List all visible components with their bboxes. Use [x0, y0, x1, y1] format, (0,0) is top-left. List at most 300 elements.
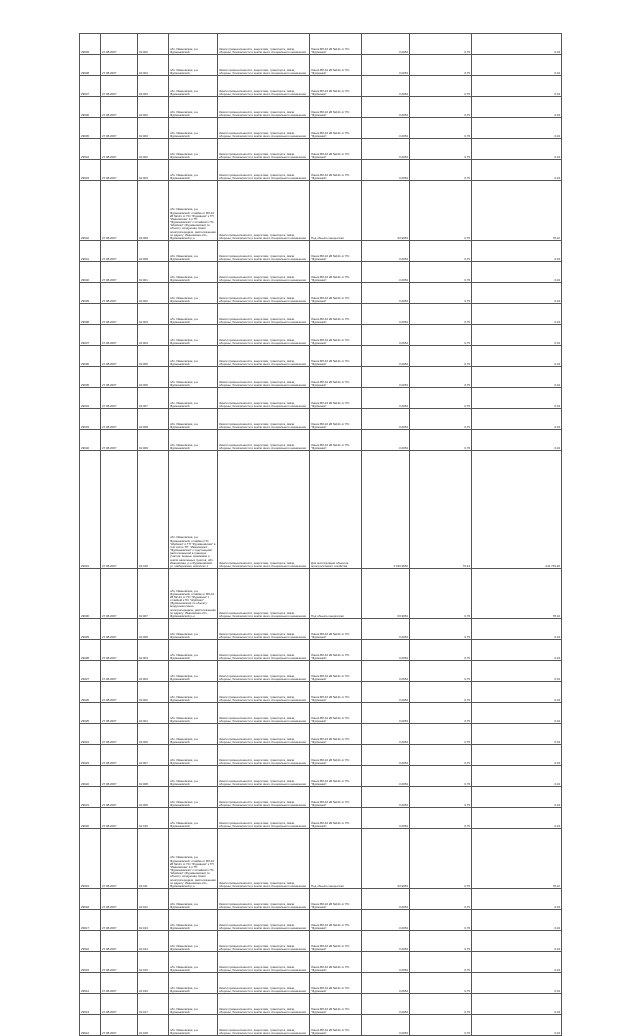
row-tax: 0,04 [472, 304, 562, 325]
row-number: 01:007 [138, 569, 169, 619]
row-number: 01:014 [138, 931, 169, 952]
row-date: 27.08.2007 [101, 262, 138, 283]
row-address: обл. Ивановская, р-н Фурмановский [169, 931, 218, 952]
row-rate: 0,75 [410, 724, 472, 745]
row-address: обл. Ивановская, р-н Фурмановский [169, 262, 218, 283]
row-rate: 0,75 [410, 745, 472, 766]
row-category: Линия ВЛ-10 кВ №121 от ПС "Фурманов" [310, 640, 362, 661]
row-category: Линия ВЛ-10 кВ №121 от ПС "Фурманов" [310, 745, 362, 766]
row-number: 01:008 [138, 766, 169, 787]
row-id: 29625 [80, 703, 101, 724]
row-date: 27.08.2007 [101, 76, 138, 97]
row-area: 0,0054 [362, 931, 410, 952]
row-id: 29643 [80, 160, 101, 181]
row-tax: 0,04 [472, 910, 562, 931]
row-category: Линия ВЛ-10 кВ №121 от ПС "Фурманов" [310, 409, 362, 430]
row-category: Линия ВЛ-10 кВ №121 от ПС "Фурманов" [310, 661, 362, 682]
row-area: 0,0054 [362, 283, 410, 304]
row-use: Земли промышленности, энергетики, транспорта, связи, обороны, безопасности и земли иного специального назначения [218, 97, 310, 118]
row-use: Земли промышленности, энергетики, транспорта, связи, обороны, безопасности и земли иного специального назначения [218, 682, 310, 703]
row-number: 01:017 [138, 994, 169, 1015]
row-tax: 0,04 [472, 118, 562, 139]
row-category: Линия ВЛ-10 кВ №121 от ПС "Фурманов" [310, 241, 362, 262]
row-rate: 0,75 [410, 97, 472, 118]
row-rate: 0,75 [410, 283, 472, 304]
row-use: Земли промышленности, энергетики, транспорта, связи, обороны, безопасности и земли иного специального назначения [218, 910, 310, 931]
row-tax: 0,04 [472, 430, 562, 451]
row-address: обл. Ивановская, р-н Фурмановский [169, 973, 218, 994]
row-use: Земли промышленности, энергетики, транспорта, связи, обороны, безопасности и земли иного специального назначения [218, 304, 310, 325]
row-category: Линия ВЛ-10 кВ №121 от ПС "Фурманов" [310, 283, 362, 304]
row-id: 29632 [80, 430, 101, 451]
row-id: 29623 [80, 745, 101, 766]
row-area: 0,0054 [362, 952, 410, 973]
row-tax: 0,04 [472, 808, 562, 829]
row-tax: 0,04 [472, 388, 562, 409]
row-date: 27.08.2007 [101, 661, 138, 682]
table-row [80, 994, 562, 1015]
row-tax: 0,04 [472, 1015, 562, 1036]
row-address: обл. Ивановская, р-н Фурмановский, отпайка от ВЛ-10 кВ №121 от ПС "Фурманов" к ТП "Ивановская" 2 и ТП "Фурмановская" с отпайкой к ПС "Шуйская" (Фурмановская) по объекту: воздушная линия электропередачи, расположенная по адресу: Ивановская обл., Фурмановский р-н [169, 829, 218, 889]
row-category: Линия ВЛ-10 кВ №121 от ПС "Фурманов" [310, 808, 362, 829]
row-id: 29614 [80, 973, 101, 994]
table-row [80, 952, 562, 973]
row-tax: 0,04 [472, 409, 562, 430]
row-use: Земли промышленности, энергетики, транспорта, связи, обороны, безопасности и земли иного специального назначения [218, 808, 310, 829]
row-address: обл. Ивановская, р-н Фурмановский [169, 34, 218, 55]
row-rate: 0,75 [410, 808, 472, 829]
row-date: 27.08.2007 [101, 34, 138, 55]
row-tax: 0,04 [472, 952, 562, 973]
row-use: Земли промышленности, энергетики, транспорта, связи, обороны, безопасности и земли иного специального назначения [218, 766, 310, 787]
row-category: Линия ВЛ-10 кВ №121 от ПС "Фурманов" [310, 160, 362, 181]
row-date: 27.08.2007 [101, 703, 138, 724]
row-rate: 0,75 [410, 829, 472, 889]
row-category: Линия ВЛ-10 кВ №121 от ПС "Фурманов" [310, 388, 362, 409]
row-area: 0,0054 [362, 139, 410, 160]
row-category: Линия ВЛ-10 кВ №121 от ПС "Фурманов" [310, 931, 362, 952]
row-number: 01:009 [138, 787, 169, 808]
table-row [80, 325, 562, 346]
row-use: Земли промышленности, энергетики, транспорта, связи, обороны, безопасности и земли иного специального назначения [218, 829, 310, 889]
row-use: Земли промышленности, энергетики, транспорта, связи, обороны, безопасности и земли иного специального назначения [218, 640, 310, 661]
row-date: 27.08.2007 [101, 973, 138, 994]
row-number: 01:007 [138, 745, 169, 766]
row-number: 01:009 [138, 181, 169, 241]
row-use: Земли промышленности, энергетики, транспорта, связи, обороны, безопасности и земли иного специального назначения [218, 661, 310, 682]
row-area: 0,0054 [362, 304, 410, 325]
row-id: 29635 [80, 367, 101, 388]
row-category: Линия ВЛ-10 кВ №121 от ПС "Фурманов" [310, 76, 362, 97]
row-id: 29626 [80, 682, 101, 703]
row-area: 0,0054 [362, 745, 410, 766]
row-number: 01:008 [138, 241, 169, 262]
row-address: обл. Ивановская, р-н Фурмановский [169, 910, 218, 931]
row-number: 01:003 [138, 76, 169, 97]
row-use: Земли промышленности, энергетики, транспорта, связи, обороны, безопасности и земли иного специального назначения [218, 367, 310, 388]
table-row [80, 139, 562, 160]
table-row [80, 661, 562, 682]
row-number: 01:003 [138, 661, 169, 682]
row-area: 0,0054 [362, 808, 410, 829]
row-number: 01:012 [138, 889, 169, 910]
table-row [80, 388, 562, 409]
row-tax: 0,04 [472, 367, 562, 388]
row-date: 27.08.2007 [101, 829, 138, 889]
row-category: Линия ВЛ-10 кВ №121 от ПС "Фурманов" [310, 304, 362, 325]
row-date: 27.08.2007 [101, 1015, 138, 1036]
row-use: Земли промышленности, энергетики, транспорта, связи, обороны, безопасности и земли иного специального назначения [218, 787, 310, 808]
row-number: 01:007 [138, 388, 169, 409]
row-category: Для эксплуатации объектов электросетевого хозяйства [310, 451, 362, 569]
row-number: 01:003 [138, 304, 169, 325]
table-row [80, 430, 562, 451]
row-area: 0,0054 [362, 724, 410, 745]
row-tax: 0,04 [472, 787, 562, 808]
row-address: обл. Ивановская, р-н Фурмановский [169, 283, 218, 304]
row-date: 27.08.2007 [101, 724, 138, 745]
row-use: Земли промышленности, энергетики, транспорта, связи, обороны, безопасности и земли иного специального назначения [218, 139, 310, 160]
row-number: 01:016 [138, 973, 169, 994]
table-row [80, 808, 562, 829]
table-row [80, 829, 562, 889]
row-area: 0,0054 [362, 160, 410, 181]
row-date: 27.08.2007 [101, 304, 138, 325]
row-category: Линия ВЛ-10 кВ №121 от ПС "Фурманов" [310, 766, 362, 787]
row-area: 0,0054 [362, 325, 410, 346]
row-date: 27.08.2007 [101, 346, 138, 367]
row-use: Земли промышленности, энергетики, транспорта, связи, обороны, безопасности и земли иного специального назначения [218, 619, 310, 640]
row-number: 01:004 [138, 55, 169, 76]
row-address: обл. Ивановская, р-н Фурмановский [169, 682, 218, 703]
table-row [80, 367, 562, 388]
table-row [80, 640, 562, 661]
row-category: Линия ВЛ-10 кВ №121 от ПС "Фурманов" [310, 325, 362, 346]
row-address: обл. Ивановская, р-н Фурмановский [169, 745, 218, 766]
row-id: 29633 [80, 409, 101, 430]
row-tax: 78,10 [472, 829, 562, 889]
row-category: Под объекты энергетики [310, 569, 362, 619]
row-area: 0,0054 [362, 55, 410, 76]
table-row [80, 787, 562, 808]
row-address: обл. Ивановская, р-н Фурмановский [169, 139, 218, 160]
land-register-table [79, 33, 562, 1036]
row-id: 29637 [80, 325, 101, 346]
row-category: Под объекты энергетики [310, 829, 362, 889]
row-date: 27.08.2007 [101, 766, 138, 787]
row-use: Земли промышленности, энергетики, транспорта, связи, обороны, безопасности и земли иного специального назначения [218, 160, 310, 181]
row-rate: 0,75 [410, 703, 472, 724]
row-area: 0,0054 [362, 766, 410, 787]
row-area: 63,9054 [362, 569, 410, 619]
row-use: Земли промышленности, энергетики, транспорта, связи, обороны, безопасности и земли иного специального назначения [218, 430, 310, 451]
row-address: обл. Ивановская, р-н Фурмановский [169, 409, 218, 430]
row-id: 29634 [80, 388, 101, 409]
table-row [80, 619, 562, 640]
row-use: Земли промышленности, энергетики, транспорта, связи, обороны, безопасности и земли иного специального назначения [218, 952, 310, 973]
row-rate: 0,75 [410, 325, 472, 346]
row-tax: 0,04 [472, 160, 562, 181]
row-rate: 0,75 [410, 388, 472, 409]
row-rate: 0,75 [410, 76, 472, 97]
row-tax: 0,04 [472, 346, 562, 367]
row-use: Земли промышленности, энергетики, транспорта, связи, обороны, безопасности и земли иного специального назначения [218, 1015, 310, 1036]
row-address: обл. Ивановская, р-н Фурмановский [169, 325, 218, 346]
table-row [80, 283, 562, 304]
table-row [80, 889, 562, 910]
row-area: 0,0054 [362, 682, 410, 703]
row-address: обл. Ивановская, р-н Фурмановский [169, 304, 218, 325]
row-address: обл. Ивановская, р-н Фурмановский [169, 703, 218, 724]
row-date: 27.08.2007 [101, 367, 138, 388]
row-area: 0,0054 [362, 409, 410, 430]
row-area: 0,0054 [362, 661, 410, 682]
row-date: 27.08.2007 [101, 118, 138, 139]
row-area: 0,0054 [362, 262, 410, 283]
row-date: 27.08.2007 [101, 787, 138, 808]
row-rate: 0,75 [410, 346, 472, 367]
table-row [80, 262, 562, 283]
row-address: обл. Ивановская, р-н Фурмановский [169, 55, 218, 76]
table-row [80, 304, 562, 325]
row-use: Земли промышленности, энергетики, транспорта, связи, обороны, безопасности и земли иного специального назначения [218, 181, 310, 241]
table-row [80, 1015, 562, 1036]
row-area: 0,0054 [362, 889, 410, 910]
row-area: 0,0054 [362, 1015, 410, 1036]
row-tax: 78,10 [472, 181, 562, 241]
row-id: 29649 [80, 34, 101, 55]
row-category: Линия ВЛ-10 кВ №121 от ПС "Фурманов" [310, 430, 362, 451]
row-rate: 0,75 [410, 766, 472, 787]
row-tax: 0,04 [472, 619, 562, 640]
row-area: 0,0054 [362, 910, 410, 931]
table-row [80, 160, 562, 181]
row-area: 63,9054 [362, 829, 410, 889]
row-category: Линия ВЛ-10 кВ №121 от ПС "Фурманов" [310, 889, 362, 910]
row-tax: 0,04 [472, 703, 562, 724]
row-id: 29648 [80, 55, 101, 76]
row-number: 01:009 [138, 430, 169, 451]
table-row [80, 451, 562, 569]
row-use: Земли промышленности, энергетики, транспорта, связи, обороны, безопасности и земли иного специального назначения [218, 34, 310, 55]
row-area: 0,0054 [362, 34, 410, 55]
row-tax: 241 763,26 [472, 451, 562, 569]
row-rate: 0,75 [410, 910, 472, 931]
row-category: Линия ВЛ-10 кВ №121 от ПС "Фурманов" [310, 952, 362, 973]
row-number: 01:015 [138, 952, 169, 973]
row-id: 29640 [80, 262, 101, 283]
row-address: обл. Ивановская, р-н Фурмановский [169, 97, 218, 118]
row-date: 27.08.2007 [101, 931, 138, 952]
row-area: 0,0054 [362, 97, 410, 118]
row-tax: 0,04 [472, 994, 562, 1015]
row-category: Линия ВЛ-10 кВ №121 от ПС "Фурманов" [310, 994, 362, 1015]
row-rate: 0,75 [410, 367, 472, 388]
row-tax: 0,04 [472, 640, 562, 661]
table-row [80, 97, 562, 118]
row-rate: 0,75 [410, 619, 472, 640]
row-area: 0,0054 [362, 76, 410, 97]
row-date: 27.08.2007 [101, 388, 138, 409]
table-row [80, 724, 562, 745]
row-tax: 78,10 [472, 569, 562, 619]
row-number: 01:003 [138, 160, 169, 181]
row-id: 29629 [80, 619, 101, 640]
row-date: 27.08.2007 [101, 952, 138, 973]
table-row [80, 682, 562, 703]
row-rate: 0,75 [410, 569, 472, 619]
row-rate: 0,75 [410, 55, 472, 76]
row-rate: 0,75 [410, 952, 472, 973]
row-number: 01:001 [138, 262, 169, 283]
row-category: Линия ВЛ-10 кВ №121 от ПС "Фурманов" [310, 346, 362, 367]
row-id: 29615 [80, 952, 101, 973]
table-row [80, 910, 562, 931]
row-use: Земли промышленности, энергетики, транспорта, связи, обороны, безопасности и земли иного специального назначения [218, 325, 310, 346]
row-date: 27.08.2007 [101, 451, 138, 569]
row-rate: 0,75 [410, 661, 472, 682]
row-category: Линия ВЛ-10 кВ №121 от ПС "Фурманов" [310, 724, 362, 745]
row-category: Линия ВЛ-10 кВ №121 от ПС "Фурманов" [310, 703, 362, 724]
row-use: Земли промышленности, энергетики, транспорта, связи, обороны, безопасности и земли иного специального назначения [218, 745, 310, 766]
row-rate: 0,75 [410, 1015, 472, 1036]
row-area: 3 160,9652 [362, 451, 410, 569]
row-area: 0,0054 [362, 367, 410, 388]
row-use: Земли промышленности, энергетики, транспорта, связи, обороны, безопасности и земли иного специального назначения [218, 76, 310, 97]
row-use: Земли промышленности, энергетики, транспорта, связи, обороны, безопасности и земли иного специального назначения [218, 118, 310, 139]
row-number: 01:002 [138, 97, 169, 118]
row-tax: 0,04 [472, 241, 562, 262]
table-row [80, 409, 562, 430]
row-date: 27.08.2007 [101, 139, 138, 160]
row-id: 29624 [80, 724, 101, 745]
row-category: Линия ВЛ-10 кВ №121 от ПС "Фурманов" [310, 619, 362, 640]
row-address: обл. Ивановская, р-н Фурмановский, отпайка к ПС "Шуйская" и ТП "Фурмановская" в том числе ТП: "Ивановская", "Фурмановская" с подстанцией расположенной в границах участка: водные приемники и земли населенных пунктов, обл. Ивановская, р-н Фурмановский, ул. Набережная, комплекс 1 [169, 451, 218, 569]
row-address: обл. Ивановская, р-н Фурмановский [169, 994, 218, 1015]
row-date: 27.08.2007 [101, 430, 138, 451]
row-date: 27.08.2007 [101, 994, 138, 1015]
row-area: 0,0054 [362, 640, 410, 661]
row-area: 0,0054 [362, 346, 410, 367]
table-row [80, 569, 562, 619]
row-category: Линия ВЛ-10 кВ №121 от ПС "Фурманов" [310, 139, 362, 160]
row-address: обл. Ивановская, р-н Фурмановский [169, 766, 218, 787]
row-address: обл. Ивановская, р-н Фурмановский, отпайка от ВЛ-10 кВ №121 от ПС "Фурманов" с отпайкой к ПС "Шуйская" (Фурмановская) по объекту: воздушная линия электропередачи, расположенная по адресу: Ивановская обл., Фурмановский р-н [169, 569, 218, 619]
row-id: 29644 [80, 139, 101, 160]
row-area: 0,0054 [362, 241, 410, 262]
row-address: обл. Ивановская, р-н Фурмановский [169, 346, 218, 367]
row-id: 29621 [80, 787, 101, 808]
row-address: обл. Ивановская, р-н Фурмановский [169, 367, 218, 388]
table-row [80, 766, 562, 787]
row-category: Линия ВЛ-10 кВ №121 от ПС "Фурманов" [310, 973, 362, 994]
row-id: 29639 [80, 283, 101, 304]
row-use: Земли промышленности, энергетики, транспорта, связи, обороны, безопасности и земли иного специального назначения [218, 55, 310, 76]
table-row [80, 55, 562, 76]
row-id: 29631 [80, 451, 101, 569]
table-row [80, 34, 562, 55]
row-address: обл. Ивановская, р-н Фурмановский [169, 118, 218, 139]
row-area: 0,0054 [362, 787, 410, 808]
row-area: 63,9054 [362, 181, 410, 241]
row-area: 0,0054 [362, 619, 410, 640]
table-row [80, 973, 562, 994]
row-rate: 0,75 [410, 34, 472, 55]
row-use: Земли промышленности, энергетики, транспорта, связи, обороны, безопасности и земли иного специального назначения [218, 569, 310, 619]
row-address: обл. Ивановская, р-н Фурмановский [169, 1015, 218, 1036]
row-tax: 0,04 [472, 661, 562, 682]
row-id: 29647 [80, 76, 101, 97]
table-row [80, 76, 562, 97]
row-number: 01:001 [138, 703, 169, 724]
table-row [80, 181, 562, 241]
row-date: 27.08.2007 [101, 910, 138, 931]
row-number: 01:002 [138, 283, 169, 304]
row-tax: 0,04 [472, 724, 562, 745]
row-number: 01:005 [138, 619, 169, 640]
row-area: 0,0054 [362, 118, 410, 139]
table-row [80, 703, 562, 724]
row-id: 29636 [80, 346, 101, 367]
row-date: 27.08.2007 [101, 808, 138, 829]
row-category: Линия ВЛ-10 кВ №121 от ПС "Фурманов" [310, 1015, 362, 1036]
row-date: 27.08.2007 [101, 619, 138, 640]
row-area: 0,0054 [362, 994, 410, 1015]
row-category: Линия ВЛ-10 кВ №121 от ПС "Фурманов" [310, 97, 362, 118]
table-row [80, 241, 562, 262]
row-address: обл. Ивановская, р-н Фурмановский [169, 388, 218, 409]
row-address: обл. Ивановская, р-н Фурмановский [169, 640, 218, 661]
row-address: обл. Ивановская, р-н Фурмановский, отпайка от ВЛ-10 кВ №121 от ПС "Фурманов" к ТП "Ивановская" 2 и ТП "Фурмановская" с отпайкой к ПС "Шуйская" (Фурмановская) по объекту: воздушная линия электропередачи, расположенная по адресу: Ивановская обл., Фурмановский р-н [169, 181, 218, 241]
row-id: 29620 [80, 808, 101, 829]
row-tax: 0,04 [472, 262, 562, 283]
row-address: обл. Ивановская, р-н Фурмановский [169, 160, 218, 181]
row-number: 01:002 [138, 139, 169, 160]
row-category: Под объекты энергетики [310, 181, 362, 241]
row-rate: 0,75 [410, 409, 472, 430]
row-date: 27.08.2007 [101, 569, 138, 619]
row-number: 01:003 [138, 118, 169, 139]
row-category: Линия ВЛ-10 кВ №121 от ПС "Фурманов" [310, 787, 362, 808]
row-area: 0,0054 [362, 388, 410, 409]
row-id: 29618 [80, 889, 101, 910]
row-rate: 76,44 [410, 451, 472, 569]
row-tax: 0,04 [472, 973, 562, 994]
row-id: 29628 [80, 640, 101, 661]
row-tax: 0,04 [472, 139, 562, 160]
row-area: 0,0054 [362, 430, 410, 451]
row-tax: 0,04 [472, 325, 562, 346]
row-date: 27.08.2007 [101, 97, 138, 118]
row-tax: 0,04 [472, 283, 562, 304]
row-number: 01:005 [138, 346, 169, 367]
row-id: 29622 [80, 766, 101, 787]
row-address: обл. Ивановская, р-н Фурмановский [169, 430, 218, 451]
row-use: Земли промышленности, энергетики, транспорта, связи, обороны, безопасности и земли иного специального назначения [218, 346, 310, 367]
row-number: 01:002 [138, 34, 169, 55]
row-tax: 0,04 [472, 745, 562, 766]
row-area: 0,0054 [362, 973, 410, 994]
table-row [80, 931, 562, 952]
row-tax: 0,04 [472, 97, 562, 118]
row-use: Земли промышленности, энергетики, транспорта, связи, обороны, безопасности и земли иного специального назначения [218, 889, 310, 910]
register-sheet [79, 33, 561, 1036]
row-use: Земли промышленности, энергетики, транспорта, связи, обороны, безопасности и земли иного специального назначения [218, 262, 310, 283]
row-category: Линия ВЛ-10 кВ №121 от ПС "Фурманов" [310, 118, 362, 139]
row-id: 29619 [80, 829, 101, 889]
row-address: обл. Ивановская, р-н Фурмановский [169, 241, 218, 262]
row-rate: 0,75 [410, 994, 472, 1015]
